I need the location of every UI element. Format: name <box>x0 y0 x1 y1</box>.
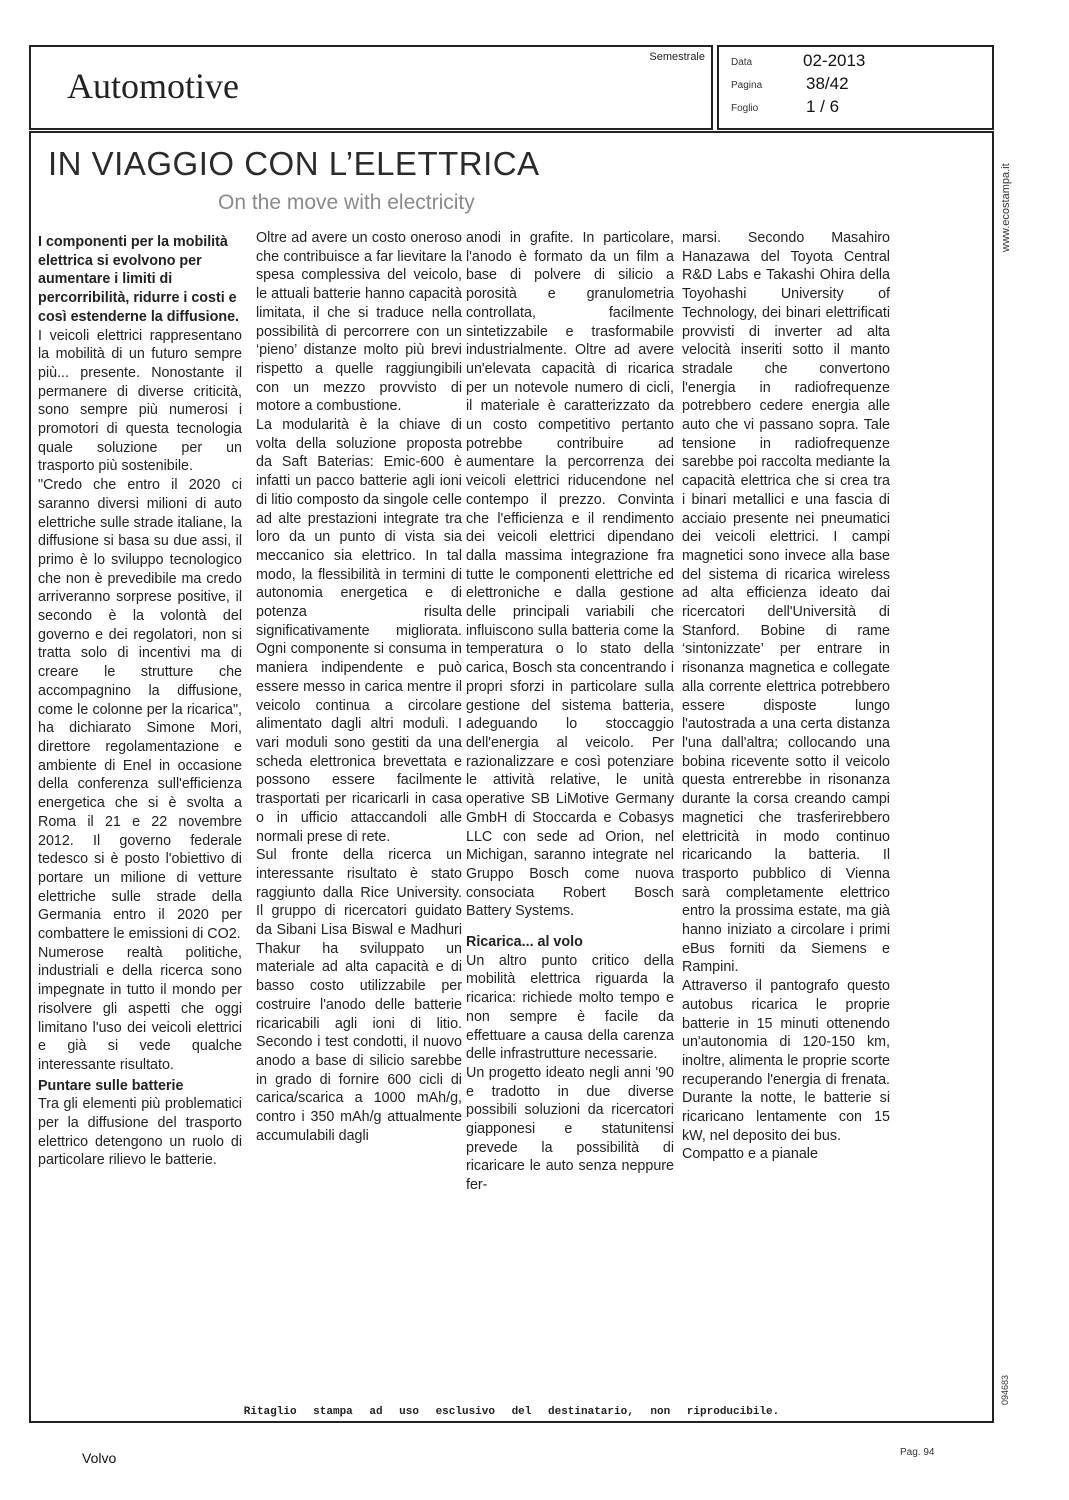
paragraph: Compatto e a pianale <box>682 1146 818 1163</box>
foglio-row <box>731 97 981 119</box>
article-column-3 <box>466 229 674 1195</box>
data-value: 02-2013 <box>803 51 866 70</box>
section-heading: Puntare sulle batterie <box>38 1077 184 1094</box>
paragraph: Attraverso il pantografo questo autobus ricarica le proprie batterie in 15 minuti ottenendo un'autonomia di 120-150 km, inoltre, alimenta le proprie scorte recuperando l'energia di frenata. Durante la notte, le batterie si ricaricano lentamente con 15 kW, nel deposito dei bus. <box>682 978 890 1144</box>
paragraph: Un altro punto critico della mobilità elettrica riguarda la ricarica: richiede molto tempo e non sempre è facile da effettuare a causa della carenza delle infrastrutture necessarie. <box>466 952 674 1063</box>
paragraph: Un progetto ideato negli anni '90 e tradotto in due diverse possibili soluzioni da ricercatori giapponesi e statunitensi prevede la possibilità di ricaricare le auto senza neppure fer- <box>466 1064 674 1194</box>
pagina-row <box>731 74 981 96</box>
publication-header <box>29 45 713 130</box>
foglio-label: Foglio <box>731 103 759 114</box>
page-number: Pag. 94 <box>900 1447 935 1458</box>
pagina-value: 38/42 <box>806 74 849 93</box>
article-lead: I componenti per la mobilità elettrica si evolvono per aumentare i limiti di percorribilità, ridurre i costi e così estenderne la diffusione. <box>38 234 240 325</box>
section-heading: Ricarica... al volo <box>466 934 583 951</box>
paragraph: La modularità è la chiave di volta della soluzione proposta da Saft Baterias: Emic-600 è infatti un pacco batterie agli ioni di litio composto da singole celle ad alte prestazioni integrate tra loro da un punto di vista sia meccanico sia elettrico. In tal modo, la flessibilità in termini di autonomia energetica e di potenza risulta significativamente migliorata. Ogni componente si consuma in maniera indipendente e può essere messo in carica mentre il veicolo continua a circolare alimentato dagli altri moduli. I vari moduli sono gestiti da una scheda elettronica brevettata e possono essere facilmente trasportati per ricaricarli in casa o in ufficio attaccandoli alle normali prese di rete. <box>256 417 462 845</box>
periodicity: Semestrale <box>649 51 705 63</box>
footer-brand: Volvo <box>82 1450 117 1466</box>
paragraph: anodi in grafite. In particolare, l'anodo è formato da un film a base di polvere di silicio a porosità e granulometria controllata, facilmente sintetizzabile e trasformabile industrialmente. Oltre ad avere un'elevata capacità di ricarica per un notevole numero di cicli, il materiale è caratterizzato da un costo competitivo pertanto potrebbe contribuire ad aumentare la percorrenza dei veicoli elettrici riducendone nel contempo il prezzo. Convinta che l'efficienza e il rendimento dei veicoli elettrici dipendano dalla massima integrazione fra tutte le componenti elettriche ed elettroniche e dalla gestione delle principali variabili che influiscono sulla batteria come la temperatura o lo stato della carica, Bosch sta concentrando i propri sforzi in particolare sulla gestione del sistema batteria, adeguando lo stoccaggio dell'energia al veicolo. Per razionalizzare e così potenziare le attività relative, le unità operative SB LiMotive Germany GmbH di Stoccarda e Cobasys LLC con sede ad Orion, nel Michigan, saranno integrate nel Gruppo Bosch come nuova consociata Robert Bosch Battery Systems. <box>466 230 674 920</box>
article-column-2 <box>256 229 462 1145</box>
article-subtitle: On the move with electricity <box>218 191 475 214</box>
paragraph: "Credo che entro il 2020 ci saranno diversi milioni di auto elettriche sulle strade italiane, la diffusione si basa su due assi, il primo è lo sviluppo tecnologico che non è prevedibile ma credo arriveranno sorprese positive, il secondo è la volontà del governo e dei regolatori, non si tratta solo di incentivi ma di creare le strutture che accompagnino la diffusione, come le colonne per la ricarica", ha dichiarato Simone Mori, direttore regolamentazione e ambiente di Enel in occasione della conferenza sull'efficienza energetica che si è svolta a Roma il 21 e 22 novembre 2012. Il governo federale tedesco si è posto l'obiettivo di portare un milione di vetture elettriche sulle strade della Germania entro il 2020 per combattere le emissioni di CO2. <box>38 477 242 943</box>
paragraph: Sul fronte della ricerca un interessante risultato è stato raggiunto dalla Rice University. Il gruppo di ricercatori guidato da Sibani Lisa Biswal e Madhuri Thakur ha sviluppato un materiale ad alta capacità e di basso costo utilizzabile per costruire l'anodo delle batterie ricaricabili agli ioni di litio. Secondo i test condotti, il nuovo anodo a base di silicio sarebbe in grado di fornire 600 cicli di carica/scarica a 1000 mAh/g, contro i 350 mAh/g attualmente accumulabili dagli <box>256 847 462 1144</box>
paragraph: I veicoli elettrici rappresentano la mobilità di un futuro sempre più... presente. Nonostante il permanere di diverse criticità, sono sempre più numerosi i promotori di questa tecnologia quale soluzione per un trasporto più sostenibile. <box>38 327 242 475</box>
side-url: www.ecostampa.it <box>1000 163 1012 252</box>
article-column-1 <box>38 229 242 1170</box>
paragraph: Numerose realtà politiche, industriali e della ricerca sono impegnate in tutto il mondo per risolvere gli aspetti che oggi limitano l'uso dei veicoli elettrici e già si vede qualche interessante risultato. <box>38 944 242 1073</box>
issue-info <box>717 45 994 130</box>
clipping-disclaimer: Ritaglio stampa ad uso esclusivo del destinatario, non riproducibile. <box>243 1406 780 1418</box>
publication-title: Automotive <box>67 66 239 106</box>
data-row <box>731 51 981 73</box>
article-column-4 <box>682 229 890 1164</box>
paragraph: Oltre ad avere un costo oneroso che contribuisce a far lievitare la spesa complessiva del veicolo, le attuali batterie hanno capacità limitata, il che si traduce nella possibilità di percorrere con un ‘pieno’ distanze molto più brevi rispetto a quelle raggiungibili con un mezzo provvisto di motore a combustione. <box>256 230 462 415</box>
pagina-label: Pagina <box>731 80 763 91</box>
article-title: IN VIAGGIO CON L’ELETTRICA <box>48 145 540 182</box>
paragraph: marsi. Secondo Masahiro Hanazawa del Toyota Central R&D Labs e Takashi Ohira della Toyohashi University of Technology, dei binari elettrificati provvisti di inverter ad alta velocità inseriti sotto il manto stradale che convertono l'energia in radiofrequenze potrebbero cedere energia alle auto che vi passano sopra. Tale tensione in radiofrequenze sarebbe poi raccolta mediante la capacità elettrica che si crea tra i binari metallici e una fascia di acciaio presente nei pneumatici dei veicoli elettrici. I campi magnetici sono invece alla base del sistema di ricarica wireless ad alta efficienza ideato dai ricercatori dell'Università di Stanford. Bobine di rame ‘sintonizzate’ per entrare in risonanza magnetica e collegate alla corrente elettrica potrebbero essere disposte lungo l'autostrada a una certa distanza l'una dall'altra; collocando una bobina ricevente sotto il veicolo questa entrerebbe in risonanza durante la corsa creando campi magnetici che trasferirebbero elettricità in modo continuo ricaricando la batteria. Il trasporto pubblico di Vienna sarà completamente elettrico entro la prossima estate, ma già hanno iniziato a circolare i primi eBus forniti da Siemens e Rampini. <box>682 230 890 976</box>
side-code: 094683 <box>1000 1374 1010 1405</box>
data-label: Data <box>731 57 753 68</box>
paragraph: Tra gli elementi più problematici per la diffusione del trasporto elettrico detengono un ruolo di particolare rilievo le batterie. <box>38 1096 242 1169</box>
foglio-value: 1 / 6 <box>806 97 840 116</box>
